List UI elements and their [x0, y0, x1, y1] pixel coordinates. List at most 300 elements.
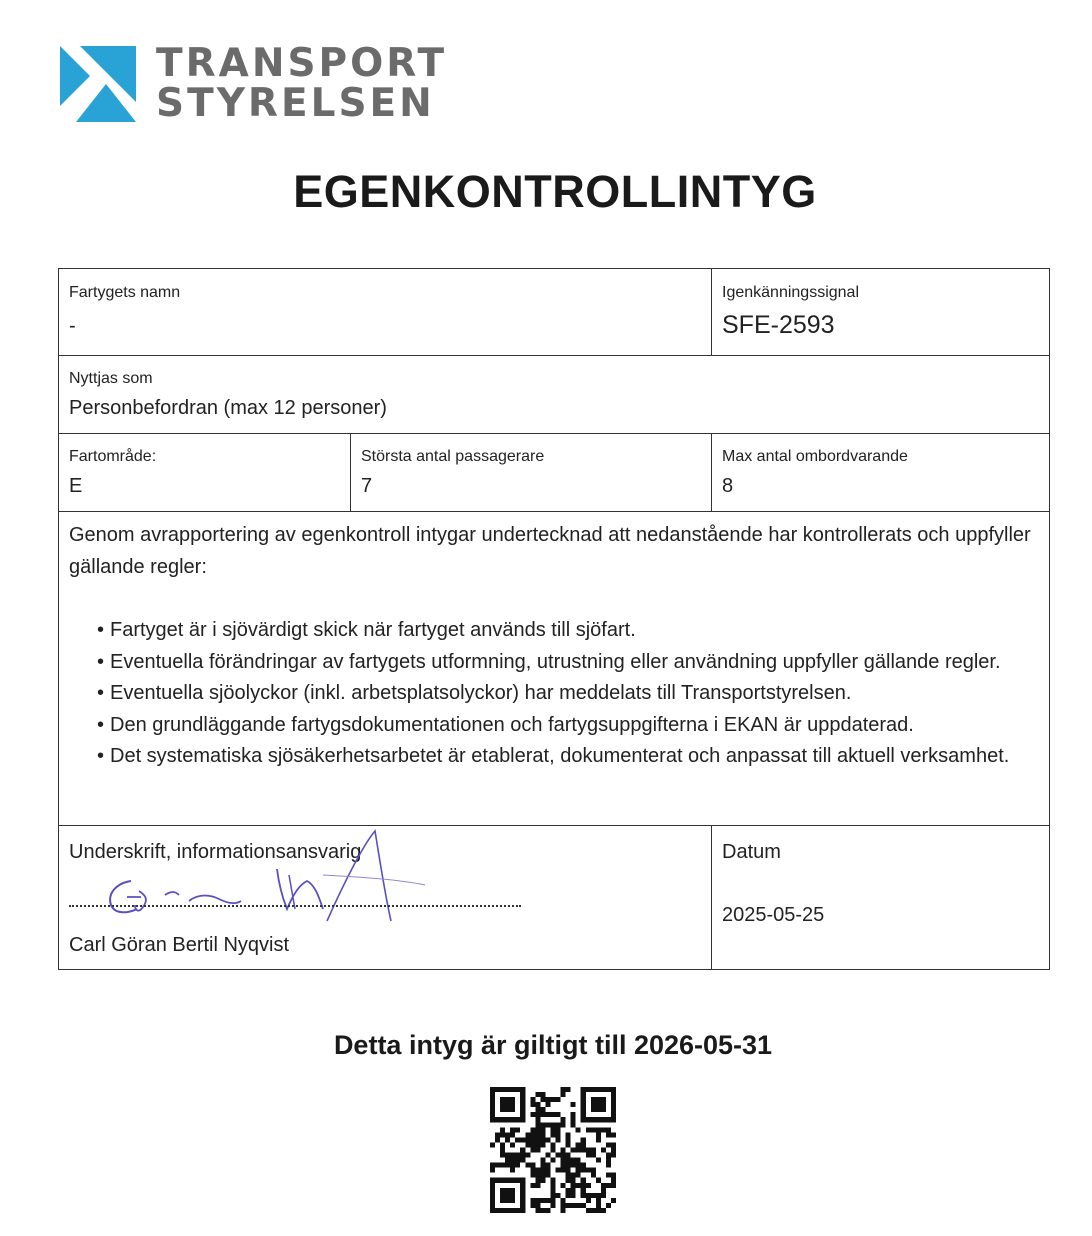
qr-module [571, 1147, 576, 1152]
qr-module [591, 1107, 596, 1112]
date-label: Datum [722, 841, 781, 863]
qr-module [576, 1158, 581, 1163]
qr-module [495, 1178, 500, 1183]
area-value: E [69, 475, 83, 497]
qr-module [490, 1087, 495, 1092]
qr-module [571, 1178, 576, 1183]
row-divider [59, 511, 1049, 512]
qr-module [611, 1183, 616, 1188]
qr-module [540, 1178, 545, 1183]
qr-module [581, 1087, 586, 1092]
qr-module [571, 1158, 576, 1163]
qr-module [571, 1102, 576, 1107]
qr-module [550, 1203, 555, 1208]
qr-module [505, 1178, 510, 1183]
qr-module [510, 1163, 515, 1168]
qr-module [510, 1188, 515, 1193]
qr-module [535, 1208, 540, 1213]
qr-module [566, 1153, 571, 1158]
qr-module [591, 1153, 596, 1158]
qr-module [550, 1188, 555, 1193]
qr-module [490, 1117, 495, 1122]
qr-module [596, 1158, 601, 1163]
qr-module [611, 1102, 616, 1107]
qr-module [581, 1102, 586, 1107]
qr-module [505, 1132, 510, 1137]
qr-module [535, 1198, 540, 1203]
handwritten-signature [79, 825, 459, 925]
qr-module [581, 1097, 586, 1102]
qr-module [591, 1147, 596, 1152]
qr-module [520, 1147, 525, 1152]
qr-module [540, 1198, 545, 1203]
qr-module [520, 1097, 525, 1102]
qr-module [571, 1193, 576, 1198]
qr-module [561, 1198, 566, 1203]
qr-module [520, 1092, 525, 1097]
qr-module [550, 1127, 555, 1132]
qr-module [611, 1198, 616, 1203]
qr-module [500, 1147, 505, 1152]
qr-module [500, 1132, 505, 1137]
qr-module [525, 1163, 530, 1168]
qr-module [596, 1127, 601, 1132]
qr-module [581, 1107, 586, 1112]
qr-module [581, 1137, 586, 1142]
qr-module [525, 1142, 530, 1147]
qr-module [596, 1208, 601, 1213]
qr-code-icon [490, 1087, 616, 1213]
qr-module [571, 1112, 576, 1117]
qr-module [550, 1193, 555, 1198]
qr-module [581, 1193, 586, 1198]
date-value: 2025-05-25 [722, 904, 825, 926]
qr-module [545, 1208, 550, 1213]
qr-module [490, 1092, 495, 1097]
qr-module [490, 1183, 495, 1188]
qr-module [505, 1087, 510, 1092]
qr-module [535, 1168, 540, 1173]
qr-module [566, 1193, 571, 1198]
column-divider [711, 269, 712, 355]
qr-module [490, 1163, 495, 1168]
qr-module [505, 1153, 510, 1158]
qr-module [581, 1203, 586, 1208]
validity-statement: Detta intyg är giltigt till 2026-05-31 [333, 1030, 773, 1060]
qr-module [520, 1153, 525, 1158]
qr-module [520, 1117, 525, 1122]
qr-module [550, 1198, 555, 1203]
qr-module [490, 1107, 495, 1112]
qr-module [550, 1147, 555, 1152]
qr-module [561, 1153, 566, 1158]
qr-module [561, 1208, 566, 1213]
qr-module [596, 1193, 601, 1198]
qr-module [611, 1107, 616, 1112]
qr-module [576, 1173, 581, 1178]
qr-module [601, 1117, 606, 1122]
qr-module [495, 1163, 500, 1168]
qr-module [581, 1092, 586, 1097]
qr-module [505, 1198, 510, 1203]
qr-module [510, 1132, 515, 1137]
column-divider [350, 433, 351, 511]
qr-module [530, 1142, 535, 1147]
qr-module [510, 1168, 515, 1173]
qr-module [540, 1137, 545, 1142]
qr-module [495, 1208, 500, 1213]
qr-module [611, 1097, 616, 1102]
qr-module [490, 1208, 495, 1213]
qr-module [561, 1087, 566, 1092]
qr-module [581, 1183, 586, 1188]
qr-module [606, 1163, 611, 1168]
qr-module [515, 1137, 520, 1142]
qr-module [571, 1188, 576, 1193]
list-item: • Den grundläggande fartygsdokumentationen och fartygsuppgifterna i EKAN är uppdaterad. [97, 710, 1047, 742]
qr-module [510, 1102, 515, 1107]
qr-module [520, 1208, 525, 1213]
qr-module [535, 1102, 540, 1107]
usage-value: Personbefordran (max 12 personer) [69, 397, 387, 419]
qr-module [545, 1097, 550, 1102]
qr-module [530, 1198, 535, 1203]
qr-module [611, 1087, 616, 1092]
qr-module [611, 1112, 616, 1117]
qr-module [500, 1097, 505, 1102]
qr-module [535, 1127, 540, 1132]
qr-module [571, 1163, 576, 1168]
qr-module [586, 1208, 591, 1213]
qr-module [520, 1178, 525, 1183]
qr-module [550, 1132, 555, 1137]
qr-module [576, 1183, 581, 1188]
qr-module [586, 1193, 591, 1198]
qr-module [611, 1153, 616, 1158]
qr-module [556, 1112, 561, 1117]
logo-line-1: TRANSPORT [156, 41, 448, 86]
qr-module [581, 1168, 586, 1173]
qr-module [515, 1163, 520, 1168]
qr-module [540, 1127, 545, 1132]
qr-module [581, 1163, 586, 1168]
qr-module [601, 1087, 606, 1092]
qr-module [545, 1168, 550, 1173]
qr-module [586, 1198, 591, 1203]
qr-module [581, 1188, 586, 1193]
qr-module [510, 1097, 515, 1102]
qr-module [530, 1137, 535, 1142]
qr-module [581, 1147, 586, 1152]
qr-module [515, 1208, 520, 1213]
qr-module [520, 1198, 525, 1203]
qr-module [495, 1117, 500, 1122]
qr-module [601, 1193, 606, 1198]
qr-module [490, 1203, 495, 1208]
qr-module [530, 1203, 535, 1208]
qr-module [515, 1178, 520, 1183]
qr-module [566, 1158, 571, 1163]
qr-module [520, 1137, 525, 1142]
qr-module [515, 1087, 520, 1092]
qr-module [571, 1203, 576, 1208]
qr-module [591, 1127, 596, 1132]
transportstyrelsen-logo [58, 41, 448, 128]
column-divider [711, 825, 712, 970]
qr-module [525, 1153, 530, 1158]
qr-module [530, 1127, 535, 1132]
qr-module [510, 1193, 515, 1198]
qr-module [540, 1142, 545, 1147]
certificate-form [58, 268, 1050, 970]
qr-module [596, 1107, 601, 1112]
qr-module [545, 1112, 550, 1117]
qr-module [500, 1163, 505, 1168]
qr-module [606, 1127, 611, 1132]
qr-module [530, 1168, 535, 1173]
qr-module [586, 1153, 591, 1158]
qr-module [550, 1158, 555, 1163]
qr-module [611, 1092, 616, 1097]
qr-module [520, 1107, 525, 1112]
qr-module [550, 1122, 555, 1127]
qr-module [586, 1117, 591, 1122]
qr-module [596, 1087, 601, 1092]
qr-module [540, 1173, 545, 1178]
qr-module [591, 1087, 596, 1092]
qr-module [601, 1188, 606, 1193]
qr-module [566, 1163, 571, 1168]
qr-module [596, 1097, 601, 1102]
qr-module [566, 1168, 571, 1173]
qr-module [490, 1102, 495, 1107]
qr-module [525, 1132, 530, 1137]
qr-module [540, 1158, 545, 1163]
qr-module [611, 1117, 616, 1122]
qr-module [525, 1137, 530, 1142]
qr-module [611, 1147, 616, 1152]
qr-module [556, 1132, 561, 1137]
qr-module [505, 1208, 510, 1213]
qr-module [596, 1198, 601, 1203]
logo-mark-icon [58, 44, 138, 124]
qr-module [561, 1168, 566, 1173]
qr-module [545, 1173, 550, 1178]
qr-module [490, 1112, 495, 1117]
qr-module [606, 1203, 611, 1208]
qr-module [500, 1127, 505, 1132]
qr-module [540, 1132, 545, 1137]
qr-module [505, 1158, 510, 1163]
qr-module [591, 1168, 596, 1173]
qr-module [535, 1183, 540, 1188]
max-onboard-value: 8 [722, 475, 734, 497]
qr-module [606, 1142, 611, 1147]
qr-module [606, 1183, 611, 1188]
qr-module [500, 1198, 505, 1203]
list-item: • Fartyget är i sjövärdigt skick när fartyget används till sjöfart. [97, 615, 1047, 647]
qr-module [535, 1107, 540, 1112]
qr-module [535, 1142, 540, 1147]
qr-module [540, 1122, 545, 1127]
qr-module [611, 1178, 616, 1183]
qr-module [571, 1173, 576, 1178]
qr-module [550, 1112, 555, 1117]
qr-module [561, 1158, 566, 1163]
qr-module [535, 1132, 540, 1137]
qr-module [540, 1092, 545, 1097]
list-item: • Eventuella förändringar av fartygets utformning, utrustning eller användning uppfyller gällande regler. [97, 647, 1047, 679]
qr-module [500, 1102, 505, 1107]
qr-module [540, 1112, 545, 1117]
qr-module [500, 1188, 505, 1193]
qr-module [540, 1208, 545, 1213]
qr-module [591, 1208, 596, 1213]
qr-module [520, 1158, 525, 1163]
qr-module [581, 1112, 586, 1117]
qr-module [520, 1087, 525, 1092]
qr-module [535, 1203, 540, 1208]
qr-module [596, 1203, 601, 1208]
qr-module [530, 1163, 535, 1168]
qr-module [545, 1137, 550, 1142]
qr-module [515, 1117, 520, 1122]
qr-module [545, 1122, 550, 1127]
qr-module [490, 1168, 495, 1173]
qr-module [571, 1122, 576, 1127]
qr-module [586, 1127, 591, 1132]
qr-module [540, 1168, 545, 1173]
qr-module [510, 1208, 515, 1213]
qr-module [581, 1178, 586, 1183]
qr-module [510, 1158, 515, 1163]
qr-module [520, 1183, 525, 1188]
qr-module [556, 1097, 561, 1102]
qr-module [556, 1168, 561, 1173]
declaration-list [97, 615, 1047, 773]
qr-module [596, 1132, 601, 1137]
qr-module [591, 1193, 596, 1198]
qr-module [576, 1147, 581, 1152]
qr-module [561, 1163, 566, 1168]
list-item: • Eventuella sjöolyckor (inkl. arbetsplatsolyckor) har meddelats till Transportstyrelsen. [97, 678, 1047, 710]
qr-module [500, 1117, 505, 1122]
qr-module [500, 1087, 505, 1092]
qr-module [591, 1117, 596, 1122]
qr-module [505, 1102, 510, 1107]
qr-module [510, 1127, 515, 1132]
qr-module [566, 1203, 571, 1208]
qr-module [530, 1147, 535, 1152]
qr-module [505, 1163, 510, 1168]
qr-module [556, 1127, 561, 1132]
qr-module [535, 1112, 540, 1117]
qr-module [556, 1193, 561, 1198]
vessel-name-label: Fartygets namn [69, 284, 181, 301]
qr-module [576, 1203, 581, 1208]
logo-text [156, 41, 448, 126]
qr-module [490, 1198, 495, 1203]
qr-module [490, 1193, 495, 1198]
qr-module [545, 1163, 550, 1168]
qr-module [556, 1153, 561, 1158]
max-onboard-label: Max antal ombordvarande [722, 448, 908, 465]
qr-module [535, 1173, 540, 1178]
qr-module [500, 1208, 505, 1213]
qr-module [500, 1142, 505, 1147]
qr-module [520, 1112, 525, 1117]
qr-module [581, 1117, 586, 1122]
qr-module [601, 1147, 606, 1152]
qr-module [550, 1142, 555, 1147]
qr-module [606, 1117, 611, 1122]
qr-module [505, 1137, 510, 1142]
qr-module [566, 1173, 571, 1178]
qr-module [490, 1178, 495, 1183]
qr-module [535, 1178, 540, 1183]
qr-module [566, 1188, 571, 1193]
qr-module [490, 1188, 495, 1193]
qr-module [586, 1168, 591, 1173]
qr-module [505, 1097, 510, 1102]
row-divider [59, 433, 1049, 434]
qr-module [566, 1137, 571, 1142]
qr-module [591, 1173, 596, 1178]
qr-module [495, 1137, 500, 1142]
qr-module [510, 1198, 515, 1203]
qr-module [505, 1107, 510, 1112]
qr-module [545, 1102, 550, 1107]
qr-module [530, 1173, 535, 1178]
qr-module [601, 1102, 606, 1107]
qr-module [535, 1147, 540, 1152]
qr-module [535, 1122, 540, 1127]
qr-module [535, 1117, 540, 1122]
qr-module [515, 1127, 520, 1132]
qr-module [500, 1107, 505, 1112]
qr-module [520, 1188, 525, 1193]
qr-module [540, 1163, 545, 1168]
signature-line [69, 905, 521, 907]
qr-module [561, 1203, 566, 1208]
qr-module [500, 1193, 505, 1198]
call-sign-value: SFE-2593 [722, 311, 835, 339]
qr-module [520, 1193, 525, 1198]
qr-module [601, 1183, 606, 1188]
qr-module [535, 1137, 540, 1142]
qr-module [510, 1117, 515, 1122]
qr-module [586, 1147, 591, 1152]
qr-module [561, 1122, 566, 1127]
qr-module [596, 1137, 601, 1142]
qr-module [591, 1102, 596, 1107]
qr-module [571, 1183, 576, 1188]
qr-module [495, 1132, 500, 1137]
qr-module [611, 1173, 616, 1178]
qr-module [566, 1087, 571, 1092]
qr-module [510, 1087, 515, 1092]
qr-module [586, 1087, 591, 1092]
qr-module [596, 1102, 601, 1107]
qr-module [611, 1132, 616, 1137]
qr-module [505, 1193, 510, 1198]
qr-module [515, 1153, 520, 1158]
qr-module [601, 1107, 606, 1112]
qr-module [550, 1183, 555, 1188]
qr-module [510, 1178, 515, 1183]
max-passengers-value: 7 [361, 475, 373, 497]
qr-module [495, 1087, 500, 1092]
